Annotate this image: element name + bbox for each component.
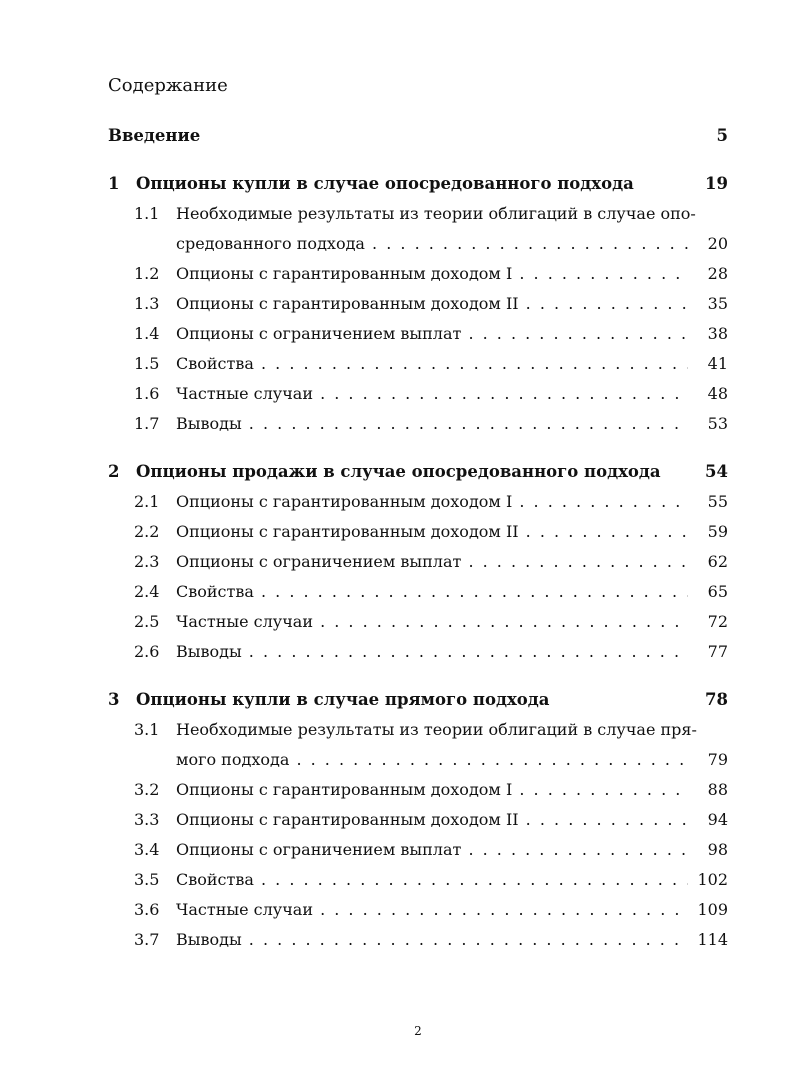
chapter-page: 19	[705, 174, 728, 193]
section-page: 65	[707, 582, 728, 601]
dot-leader	[512, 264, 688, 283]
section-title: Опционы с гарантированным доходом II	[176, 522, 519, 541]
section-title: Свойства	[176, 870, 254, 889]
section-title-line1: Необходимые результаты из теории облигаций в случае опо-	[176, 204, 696, 223]
section-number: 2.3	[134, 552, 160, 571]
section-page: 55	[707, 492, 728, 511]
section-page: 38	[707, 324, 728, 343]
section-page: 41	[707, 354, 728, 373]
section-number: 1.7	[134, 414, 160, 433]
section-page: 53	[707, 414, 728, 433]
chapter-number: 1	[108, 174, 120, 193]
section-page: 88	[707, 780, 728, 799]
section-title: Выводы	[176, 414, 242, 433]
section-number: 3.2	[134, 780, 160, 799]
chapter-title: Опционы купли в случае опосредованного подхода	[136, 174, 634, 193]
dot-leader	[242, 414, 688, 433]
section-number: 2.4	[134, 582, 160, 601]
section-title: Частные случаи	[176, 612, 313, 631]
section-page: 98	[707, 840, 728, 859]
section-page: 20	[707, 234, 728, 253]
section-title: Опционы с гарантированным доходом II	[176, 810, 519, 829]
section-title: Опционы с гарантированным доходом II	[176, 294, 519, 313]
section-title: Опционы с гарантированным доходом I	[176, 780, 513, 799]
section-page: 102	[697, 870, 728, 889]
section-page: 94	[707, 810, 728, 829]
page-number: 2	[414, 1024, 422, 1038]
section-number: 2.5	[134, 612, 160, 631]
dot-leader	[254, 582, 688, 601]
chapter-number: 2	[108, 462, 120, 481]
section-number: 2.2	[134, 522, 160, 541]
dot-leader	[519, 522, 688, 541]
section-title: Частные случаи	[176, 900, 313, 919]
section-number: 3.5	[134, 870, 160, 889]
section-number: 2.1	[134, 492, 160, 511]
section-title-line2: мого подхода	[176, 750, 290, 769]
dot-leader	[461, 552, 688, 571]
toc-title: Содержание	[108, 75, 228, 96]
section-title: Опционы с гарантированным доходом I	[176, 264, 513, 283]
section-number: 3.1	[134, 720, 160, 739]
section-number: 1.5	[134, 354, 160, 373]
section-page: 77	[707, 642, 728, 661]
chapter-page: 54	[705, 462, 728, 481]
section-title-line1: Необходимые результаты из теории облигаций в случае пря-	[176, 720, 697, 739]
section-title: Выводы	[176, 642, 242, 661]
dot-leader	[461, 324, 688, 343]
section-page: 48	[707, 384, 728, 403]
chapter-title: Опционы купли в случае прямого подхода	[136, 690, 550, 709]
section-title: Опционы с ограничением выплат	[176, 552, 462, 571]
chapter-page: 78	[705, 690, 728, 709]
section-number: 3.3	[134, 810, 160, 829]
section-title-line2: средованного подхода	[176, 234, 365, 253]
dot-leader	[519, 294, 688, 313]
section-title: Свойства	[176, 354, 254, 373]
dot-leader	[289, 750, 688, 769]
section-number: 1.2	[134, 264, 160, 283]
section-page: 35	[707, 294, 728, 313]
section-page: 114	[697, 930, 728, 949]
dot-leader	[313, 612, 688, 631]
section-number: 1.3	[134, 294, 160, 313]
section-number: 3.7	[134, 930, 160, 949]
intro-label: Введение	[108, 126, 201, 145]
section-page: 109	[697, 900, 728, 919]
section-title: Опционы с гарантированным доходом I	[176, 492, 513, 511]
dot-leader	[512, 492, 688, 511]
dot-leader	[242, 642, 688, 661]
section-page: 62	[707, 552, 728, 571]
toc-entry-intro[interactable]	[108, 125, 728, 147]
section-number: 3.6	[134, 900, 160, 919]
dot-leader	[254, 870, 688, 889]
section-title: Частные случаи	[176, 384, 313, 403]
dot-leader	[242, 930, 688, 949]
section-number: 1.1	[134, 204, 160, 223]
dot-leader	[313, 384, 688, 403]
section-title: Свойства	[176, 582, 254, 601]
section-number: 3.4	[134, 840, 160, 859]
dot-leader	[512, 780, 688, 799]
dot-leader	[365, 234, 688, 253]
dot-leader	[519, 810, 688, 829]
section-page: 79	[707, 750, 728, 769]
section-title: Опционы с ограничением выплат	[176, 840, 462, 859]
section-number: 1.4	[134, 324, 160, 343]
dot-leader	[313, 900, 688, 919]
section-number: 1.6	[134, 384, 160, 403]
dot-leader	[461, 840, 688, 859]
section-page: 72	[707, 612, 728, 631]
section-title: Выводы	[176, 930, 242, 949]
intro-page: 5	[716, 126, 728, 145]
chapter-title: Опционы продажи в случае опосредованного подхода	[136, 462, 661, 481]
section-number: 2.6	[134, 642, 160, 661]
section-title: Опционы с ограничением выплат	[176, 324, 462, 343]
chapter-number: 3	[108, 690, 120, 709]
section-page: 28	[707, 264, 728, 283]
dot-leader	[254, 354, 688, 373]
section-page: 59	[707, 522, 728, 541]
